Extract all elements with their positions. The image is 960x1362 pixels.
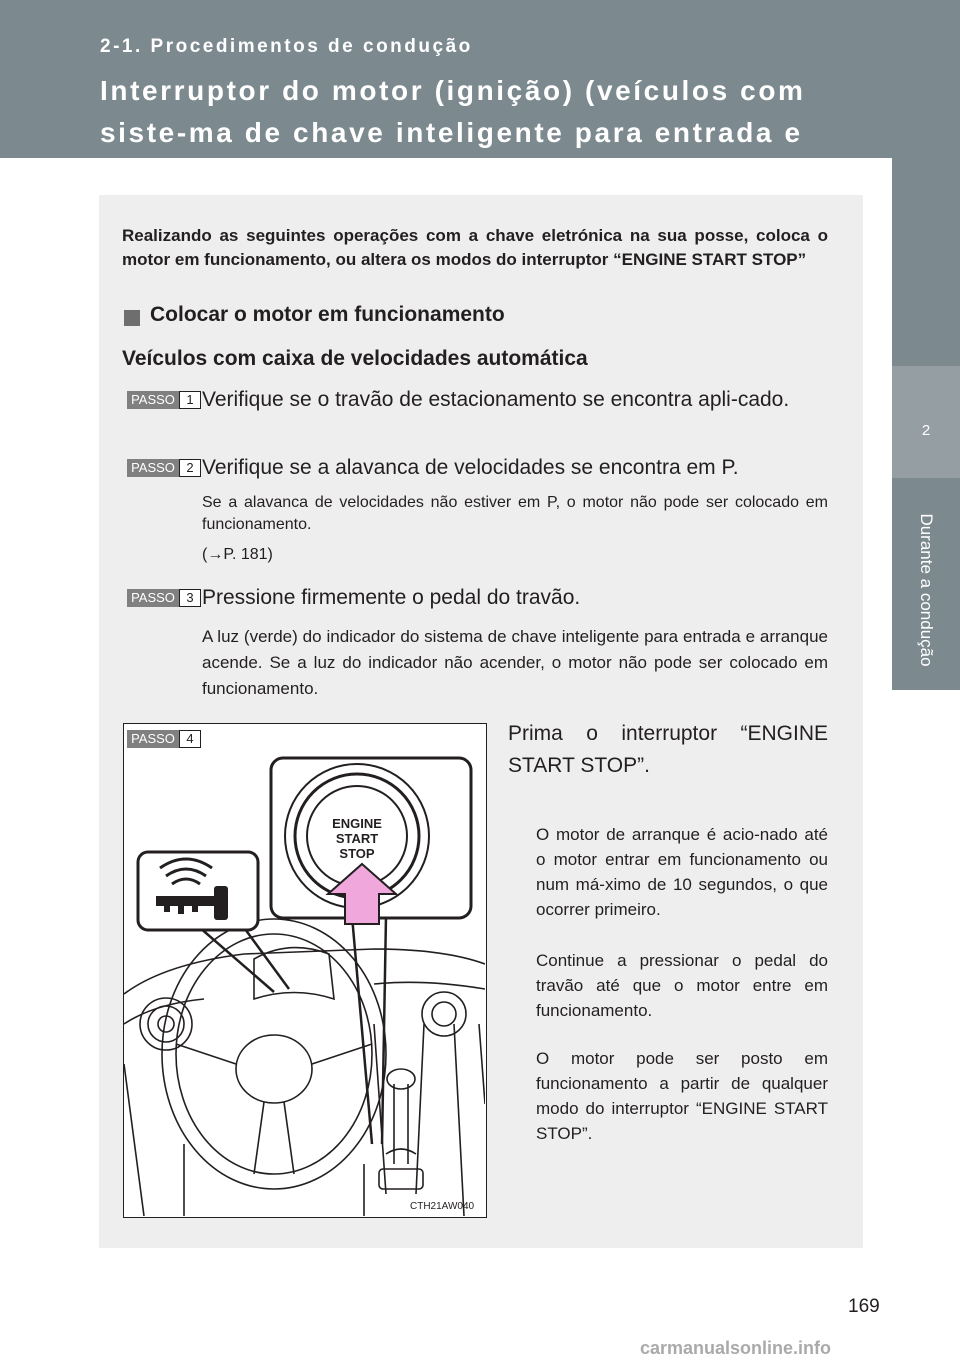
step-4-note-2: Continue a pressionar o pedal do travão até que o motor entre em funcionamento. <box>536 951 828 1020</box>
illustration-frame <box>123 723 487 1218</box>
step-2-note: Se a alavanca de velocidades não estiver em P, o motor não pode ser colocado em funcionamento. <box>202 494 828 533</box>
chapter-number-box <box>892 366 960 478</box>
chapter-title-box <box>913 490 939 690</box>
step-label: PASSO <box>127 589 179 607</box>
step-1-text: Verifique se o travão de estacionamento se encontra apli-cado. <box>202 388 790 411</box>
step-label: PASSO <box>127 459 179 477</box>
step-badge-4 <box>127 730 201 748</box>
button-label-line-3: STOP <box>339 846 375 861</box>
step-badge-2 <box>127 459 201 477</box>
step-4-text: Prima o interruptor “ENGINE START STOP”. <box>508 722 828 777</box>
dashboard-illustration <box>124 724 485 1216</box>
watermark: carmanualsonline.info <box>640 1338 832 1358</box>
step-3-text: Pressione firmemente o pedal do travão. <box>202 586 581 609</box>
step-number: 2 <box>179 459 201 477</box>
step-label: PASSO <box>127 730 179 748</box>
step-4-note-3: O motor pode ser posto em funcionamento a partir de qualquer modo do interruptor “ENGINE START STOP”. <box>536 1049 828 1143</box>
step-number: 3 <box>179 589 201 607</box>
chapter-title: Durante a condução <box>917 513 936 667</box>
step-badge-1 <box>127 391 201 409</box>
step-2-text: Verifique se a alavanca de velocidades se encontra em P. <box>202 456 739 479</box>
intro-text: Realizando as seguintes operações com a chave eletrónica na sua posse, coloca o motor em funcionamento, ou altera os modos do interruptor “ENGINE START STOP” <box>122 226 828 269</box>
page-title: Interruptor do motor (ignição) (veículos com siste-ma de chave inteligente para entrada e arranque) <box>100 75 806 190</box>
step-2-reference: (→P. 181) <box>202 546 273 563</box>
step-label: PASSO <box>127 391 179 409</box>
button-label-line-2: START <box>335 831 379 846</box>
page-number: 169 <box>848 1296 880 1317</box>
step-4-note-1: O motor de arranque é acio-nado até o motor entrar em funcionamento ou num má-ximo de 10 segundos, o que ocorrer primeiro. <box>536 825 828 919</box>
button-label-line-1: ENGINE <box>332 816 382 831</box>
step-number: 4 <box>179 730 201 748</box>
chapter-number: 2 <box>921 422 931 439</box>
step-badge-3 <box>127 589 201 607</box>
illustration-code: CTH21AW040 <box>410 1201 475 1212</box>
step-number: 1 <box>179 391 201 409</box>
section-label: 2-1. Procedimentos de condução <box>100 36 473 57</box>
heading-bullet-icon <box>124 310 140 326</box>
step-3-note: A luz (verde) do indicador do sistema de chave inteligente para entrada e arranque acende. Se a luz do indicador não acender, o motor não pode ser colocado em funcionamento. <box>202 627 828 698</box>
subheading: Veículos com caixa de velocidades automática <box>122 347 588 370</box>
section-heading: Colocar o motor em funcionamento <box>150 303 505 326</box>
